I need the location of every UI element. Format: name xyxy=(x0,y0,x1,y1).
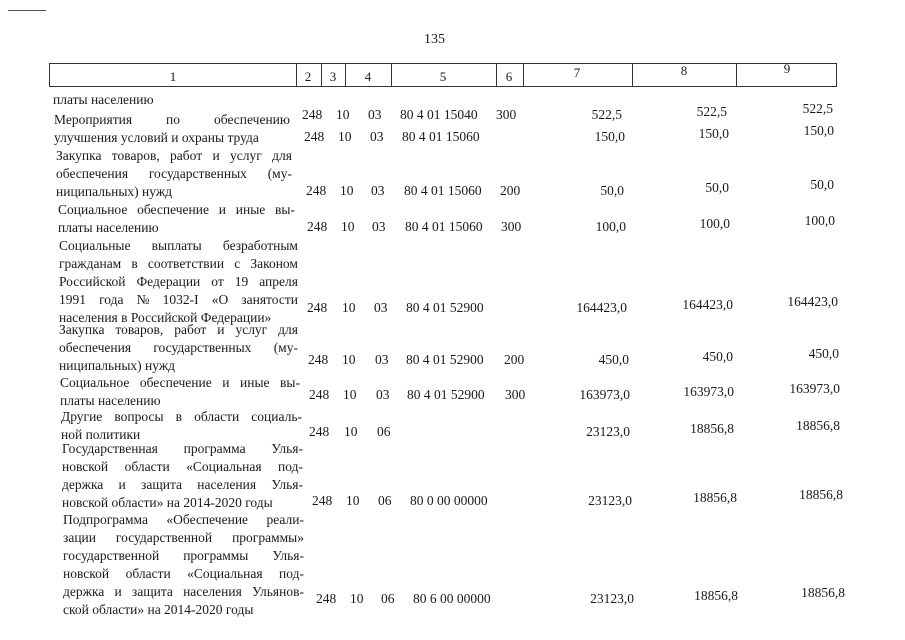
description-line: ниципальных) нужд xyxy=(59,358,176,373)
col-chapter: 248 xyxy=(309,424,330,439)
col-subsection: 06 xyxy=(381,591,395,606)
col-chapter: 248 xyxy=(316,591,337,606)
description-word: от xyxy=(211,274,224,289)
col-target-article: 80 4 01 15060 xyxy=(402,129,480,144)
row-description xyxy=(59,237,298,327)
col-section: 10 xyxy=(350,591,364,606)
description-word: № xyxy=(136,292,150,307)
description-word: работ xyxy=(170,148,203,163)
description-line: ской области» на 2014-2020 годы xyxy=(63,602,254,617)
col-amount-7: 150,0 xyxy=(594,129,625,144)
col-target-article: 80 6 00 00000 xyxy=(413,591,491,606)
description-line: улучшения условий и охраны труда xyxy=(54,130,259,145)
description-word: защита xyxy=(131,584,173,599)
col-subsection: 06 xyxy=(377,424,391,439)
header-divider xyxy=(496,64,497,86)
header-col-7: 7 xyxy=(573,65,581,80)
description-line xyxy=(62,458,303,476)
col-amount-9: 150,0 xyxy=(803,123,834,138)
description-word: Социальное xyxy=(58,202,128,217)
corner-mark xyxy=(8,10,46,11)
col-section: 10 xyxy=(346,493,360,508)
description-word: (му- xyxy=(273,340,298,355)
description-word: и xyxy=(217,322,225,337)
header-col-8: 8 xyxy=(680,63,688,78)
col-section: 10 xyxy=(343,387,357,402)
description-line xyxy=(61,408,302,426)
header-divider xyxy=(523,64,524,86)
description-word: с xyxy=(234,256,241,271)
col-chapter: 248 xyxy=(306,183,327,198)
description-word: новской xyxy=(62,459,109,474)
description-word: держка xyxy=(62,477,104,492)
col-amount-9: 18856,8 xyxy=(801,585,845,600)
col-chapter: 248 xyxy=(307,219,328,234)
description-line xyxy=(58,201,295,219)
col-section: 10 xyxy=(338,129,352,144)
col-amount-8: 100,0 xyxy=(699,216,730,231)
description-word: Законом xyxy=(250,256,298,271)
description-word: соответствии xyxy=(147,256,225,271)
col-amount-8: 163973,0 xyxy=(683,384,734,399)
description-word: «Социальная xyxy=(186,459,262,474)
header-col-5: 5 xyxy=(439,69,447,84)
col-target-article: 80 4 01 15060 xyxy=(405,219,483,234)
description-line xyxy=(63,547,304,565)
description-word: (му- xyxy=(267,166,292,181)
header-divider xyxy=(345,64,346,86)
description-word: Ульянов- xyxy=(252,584,304,599)
description-word: держка xyxy=(63,584,105,599)
col-amount-9: 164423,0 xyxy=(787,294,838,309)
col-expense-type: 300 xyxy=(505,387,526,402)
col-subsection: 03 xyxy=(376,387,390,402)
description-word: Федерации xyxy=(136,274,201,289)
row-description xyxy=(59,321,298,375)
col-amount-7: 163973,0 xyxy=(579,387,630,402)
description-line xyxy=(59,273,298,291)
col-subsection: 03 xyxy=(374,300,388,315)
description-word: обеспечения xyxy=(56,166,129,181)
col-section: 10 xyxy=(340,183,354,198)
table-header xyxy=(49,63,837,87)
header-col-9: 9 xyxy=(783,61,791,76)
col-amount-9: 100,0 xyxy=(804,213,835,228)
header-divider xyxy=(632,64,633,86)
description-line xyxy=(62,440,303,458)
description-line: населения в Российской Федерации» xyxy=(59,310,272,325)
description-word: Улья- xyxy=(271,441,303,456)
description-word: области xyxy=(194,409,240,424)
col-subsection: 03 xyxy=(372,219,386,234)
header-divider xyxy=(296,64,297,86)
description-word: Закупка xyxy=(59,322,105,337)
col-amount-8: 50,0 xyxy=(705,180,729,195)
description-line xyxy=(63,529,304,547)
col-amount-9: 522,5 xyxy=(802,101,833,116)
description-line xyxy=(59,291,298,309)
header-col-6: 6 xyxy=(505,69,513,84)
description-word: программы» xyxy=(232,530,304,545)
col-amount-7: 100,0 xyxy=(595,219,626,234)
col-expense-type: 300 xyxy=(501,219,522,234)
description-word: и xyxy=(218,202,226,217)
description-word: в xyxy=(175,409,182,424)
description-line: платы населению xyxy=(60,393,161,408)
col-amount-7: 23123,0 xyxy=(588,493,632,508)
description-word: защита xyxy=(141,477,183,492)
description-word: программы xyxy=(183,548,249,563)
description-word: обеспечения xyxy=(59,340,132,355)
description-word: 1032-I xyxy=(162,292,199,307)
col-amount-8: 150,0 xyxy=(698,126,729,141)
description-word: населения xyxy=(183,584,242,599)
description-word: товаров, xyxy=(111,148,160,163)
description-line xyxy=(63,565,304,583)
col-amount-8: 450,0 xyxy=(702,349,733,364)
description-line xyxy=(60,374,300,392)
page-number: 135 xyxy=(424,32,445,47)
col-section: 10 xyxy=(341,219,355,234)
col-target-article: 80 4 01 15060 xyxy=(404,183,482,198)
description-word: Социальные xyxy=(59,238,131,253)
col-expense-type: 200 xyxy=(504,352,525,367)
description-word: государственных xyxy=(153,340,252,355)
description-word: и xyxy=(212,148,220,163)
description-word: для xyxy=(278,322,298,337)
description-word: обеспечение xyxy=(139,375,212,390)
description-word: 1991 xyxy=(59,292,86,307)
row-description xyxy=(58,201,295,237)
description-word: населения xyxy=(197,477,257,492)
description-word: государственной xyxy=(115,530,213,545)
header-col-2: 2 xyxy=(304,69,312,84)
col-amount-9: 50,0 xyxy=(810,177,834,192)
description-word: «О xyxy=(211,292,229,307)
description-line xyxy=(63,511,304,529)
description-word: реали- xyxy=(266,512,304,527)
description-word: Российской xyxy=(59,274,126,289)
description-word: государственных xyxy=(148,166,247,181)
header-divider xyxy=(736,64,737,86)
description-word: Подпрограмма xyxy=(63,512,148,527)
description-word: товаров, xyxy=(115,322,164,337)
description-line xyxy=(59,339,298,357)
description-word: Закупка xyxy=(56,148,102,163)
col-amount-7: 450,0 xyxy=(598,352,629,367)
col-amount-9: 450,0 xyxy=(808,346,839,361)
description-word: Социальное xyxy=(60,375,130,390)
col-section: 10 xyxy=(344,424,358,439)
description-word: занятости xyxy=(241,292,298,307)
col-amount-8: 522,5 xyxy=(696,104,727,119)
description-word: вы- xyxy=(280,375,300,390)
description-word: и xyxy=(114,584,122,599)
description-word: выплаты xyxy=(151,238,202,253)
col-amount-7: 23123,0 xyxy=(586,424,630,439)
col-subsection: 03 xyxy=(375,352,389,367)
description-word: социаль- xyxy=(251,409,302,424)
header-col-4: 4 xyxy=(364,69,372,84)
description-line: платы населению xyxy=(58,220,159,235)
description-word: области xyxy=(125,566,171,581)
row-description xyxy=(63,511,304,619)
description-word: Улья- xyxy=(271,477,303,492)
description-word: гражданам xyxy=(59,256,122,271)
description-word: услуг xyxy=(235,322,268,337)
col-amount-8: 18856,8 xyxy=(693,490,737,505)
description-word: безработным xyxy=(222,238,298,253)
header-col-3: 3 xyxy=(329,69,337,84)
col-chapter: 248 xyxy=(307,300,328,315)
description-word: в xyxy=(131,256,138,271)
description-line xyxy=(56,165,292,183)
col-subsection: 03 xyxy=(370,129,384,144)
col-amount-7: 164423,0 xyxy=(576,300,627,315)
col-target-article: 80 4 01 52900 xyxy=(406,300,484,315)
description-line: платы населению xyxy=(53,92,154,107)
col-amount-8: 164423,0 xyxy=(682,297,733,312)
col-amount-7: 23123,0 xyxy=(590,591,634,606)
row-description xyxy=(60,374,300,410)
description-word: Улья- xyxy=(272,548,304,563)
description-word: и xyxy=(118,477,126,492)
description-word: новской xyxy=(63,566,110,581)
description-line xyxy=(59,255,298,273)
description-line xyxy=(59,237,298,255)
header-divider xyxy=(391,64,392,86)
description-word: для xyxy=(272,148,292,163)
description-word: под- xyxy=(279,566,304,581)
description-word: вы- xyxy=(275,202,295,217)
col-amount-9: 18856,8 xyxy=(796,418,840,433)
col-chapter: 248 xyxy=(302,107,323,122)
description-word: по xyxy=(166,112,181,127)
description-word: иные xyxy=(240,375,270,390)
col-amount-7: 522,5 xyxy=(591,107,622,122)
description-word: года xyxy=(99,292,124,307)
description-line xyxy=(59,321,298,339)
description-word: Другие xyxy=(61,409,103,424)
description-word: и xyxy=(222,375,230,390)
col-section: 10 xyxy=(342,300,356,315)
description-word: апреля xyxy=(259,274,298,289)
description-line xyxy=(54,111,290,129)
col-amount-8: 18856,8 xyxy=(690,421,734,436)
description-line: ниципальных) нужд xyxy=(56,184,173,199)
description-word: программа xyxy=(183,441,246,456)
col-section: 10 xyxy=(336,107,350,122)
description-word: Государственная xyxy=(62,441,158,456)
description-word: «Обеспечение xyxy=(166,512,249,527)
description-line: новской области» на 2014-2020 годы xyxy=(62,495,273,510)
col-section: 10 xyxy=(342,352,356,367)
col-amount-7: 50,0 xyxy=(600,183,624,198)
col-chapter: 248 xyxy=(308,352,329,367)
description-word: 19 xyxy=(234,274,249,289)
col-amount-9: 163973,0 xyxy=(789,381,840,396)
description-line xyxy=(63,583,304,601)
col-target-article: 80 4 01 52900 xyxy=(406,352,484,367)
description-word: обеспечение xyxy=(137,202,209,217)
col-amount-9: 18856,8 xyxy=(799,487,843,502)
description-word: Мероприятия xyxy=(54,112,133,127)
row-description xyxy=(54,111,290,147)
col-target-article: 80 4 01 52900 xyxy=(407,387,485,402)
description-line xyxy=(62,476,303,494)
description-word: под- xyxy=(278,459,303,474)
row-description xyxy=(53,91,289,109)
row-description xyxy=(56,147,292,201)
col-subsection: 06 xyxy=(378,493,392,508)
description-word: «Социальная xyxy=(187,566,263,581)
row-description xyxy=(61,408,302,444)
col-expense-type: 300 xyxy=(496,107,517,122)
header-col-1: 1 xyxy=(169,69,177,84)
col-expense-type: 200 xyxy=(500,183,521,198)
description-line: ной политики xyxy=(61,427,141,442)
description-word: работ xyxy=(174,322,207,337)
col-target-article: 80 4 01 15040 xyxy=(400,107,478,122)
col-target-article: 80 0 00 00000 xyxy=(410,493,488,508)
row-description xyxy=(62,440,303,512)
col-amount-8: 18856,8 xyxy=(694,588,738,603)
description-word: государственной xyxy=(63,548,160,563)
description-word: зации xyxy=(63,530,96,545)
col-chapter: 248 xyxy=(312,493,333,508)
col-subsection: 03 xyxy=(371,183,385,198)
description-word: иные xyxy=(235,202,266,217)
col-subsection: 03 xyxy=(368,107,382,122)
description-word: обеспечению xyxy=(214,112,290,127)
description-word: области xyxy=(124,459,170,474)
description-word: вопросы xyxy=(114,409,164,424)
description-word: услуг xyxy=(230,148,262,163)
header-divider xyxy=(321,64,322,86)
col-chapter: 248 xyxy=(304,129,325,144)
description-line xyxy=(56,147,292,165)
col-chapter: 248 xyxy=(309,387,330,402)
